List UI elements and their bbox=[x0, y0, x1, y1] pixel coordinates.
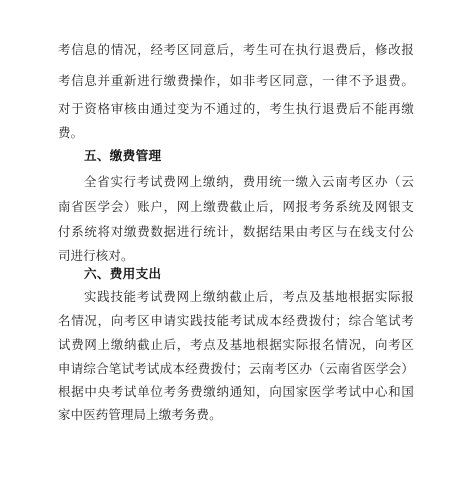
paragraph-line: 对于资格审核由通过变为不通过的，考生执行退费后不能再缴 bbox=[58, 101, 414, 116]
paragraph-line: 试费网上缴纳截止后，考点及基地根据实际报名情况，向考区 bbox=[58, 337, 414, 352]
paragraph-line: 根据中央考试单位考务费缴纳通知，向国家医学考试中心和国 bbox=[58, 384, 414, 399]
paragraph-line: 申请综合笔试考试成本经费拨付；云南考区办（云南省医学会） bbox=[58, 361, 414, 376]
paragraph-line: 司进行核对。 bbox=[58, 248, 134, 263]
section-heading: 五、缴费管理 bbox=[84, 148, 162, 163]
paragraph-line: 全省实行考试费网上缴纳，费用统一缴入云南考区办（云 bbox=[84, 174, 414, 189]
paragraph-line: 实践技能考试费网上缴纳截止后，考点及基地根据实际报 bbox=[84, 289, 414, 304]
paragraph-line: 付系统将对缴费数据进行统计，数据结果由考区与在线支付公 bbox=[58, 224, 414, 239]
paragraph-line: 南省医学会）账户，网上缴费截止后，网报考务系统及网银支 bbox=[58, 199, 414, 214]
paragraph-line: 考信息并重新进行缴费操作，如非考区同意，一律不予退费。 bbox=[58, 73, 414, 88]
paragraph-line: 家中医药管理局上缴考务费。 bbox=[58, 407, 222, 422]
paragraph-line: 考信息的情况，经考区同意后，考生可在执行退费后，修改报 bbox=[58, 42, 414, 57]
paragraph-line: 费。 bbox=[58, 125, 84, 140]
paragraph-line: 名情况，向考区申请实践技能考试成本经费拨付；综合笔试考 bbox=[58, 313, 414, 328]
section-heading: 六、费用支出 bbox=[84, 266, 162, 281]
